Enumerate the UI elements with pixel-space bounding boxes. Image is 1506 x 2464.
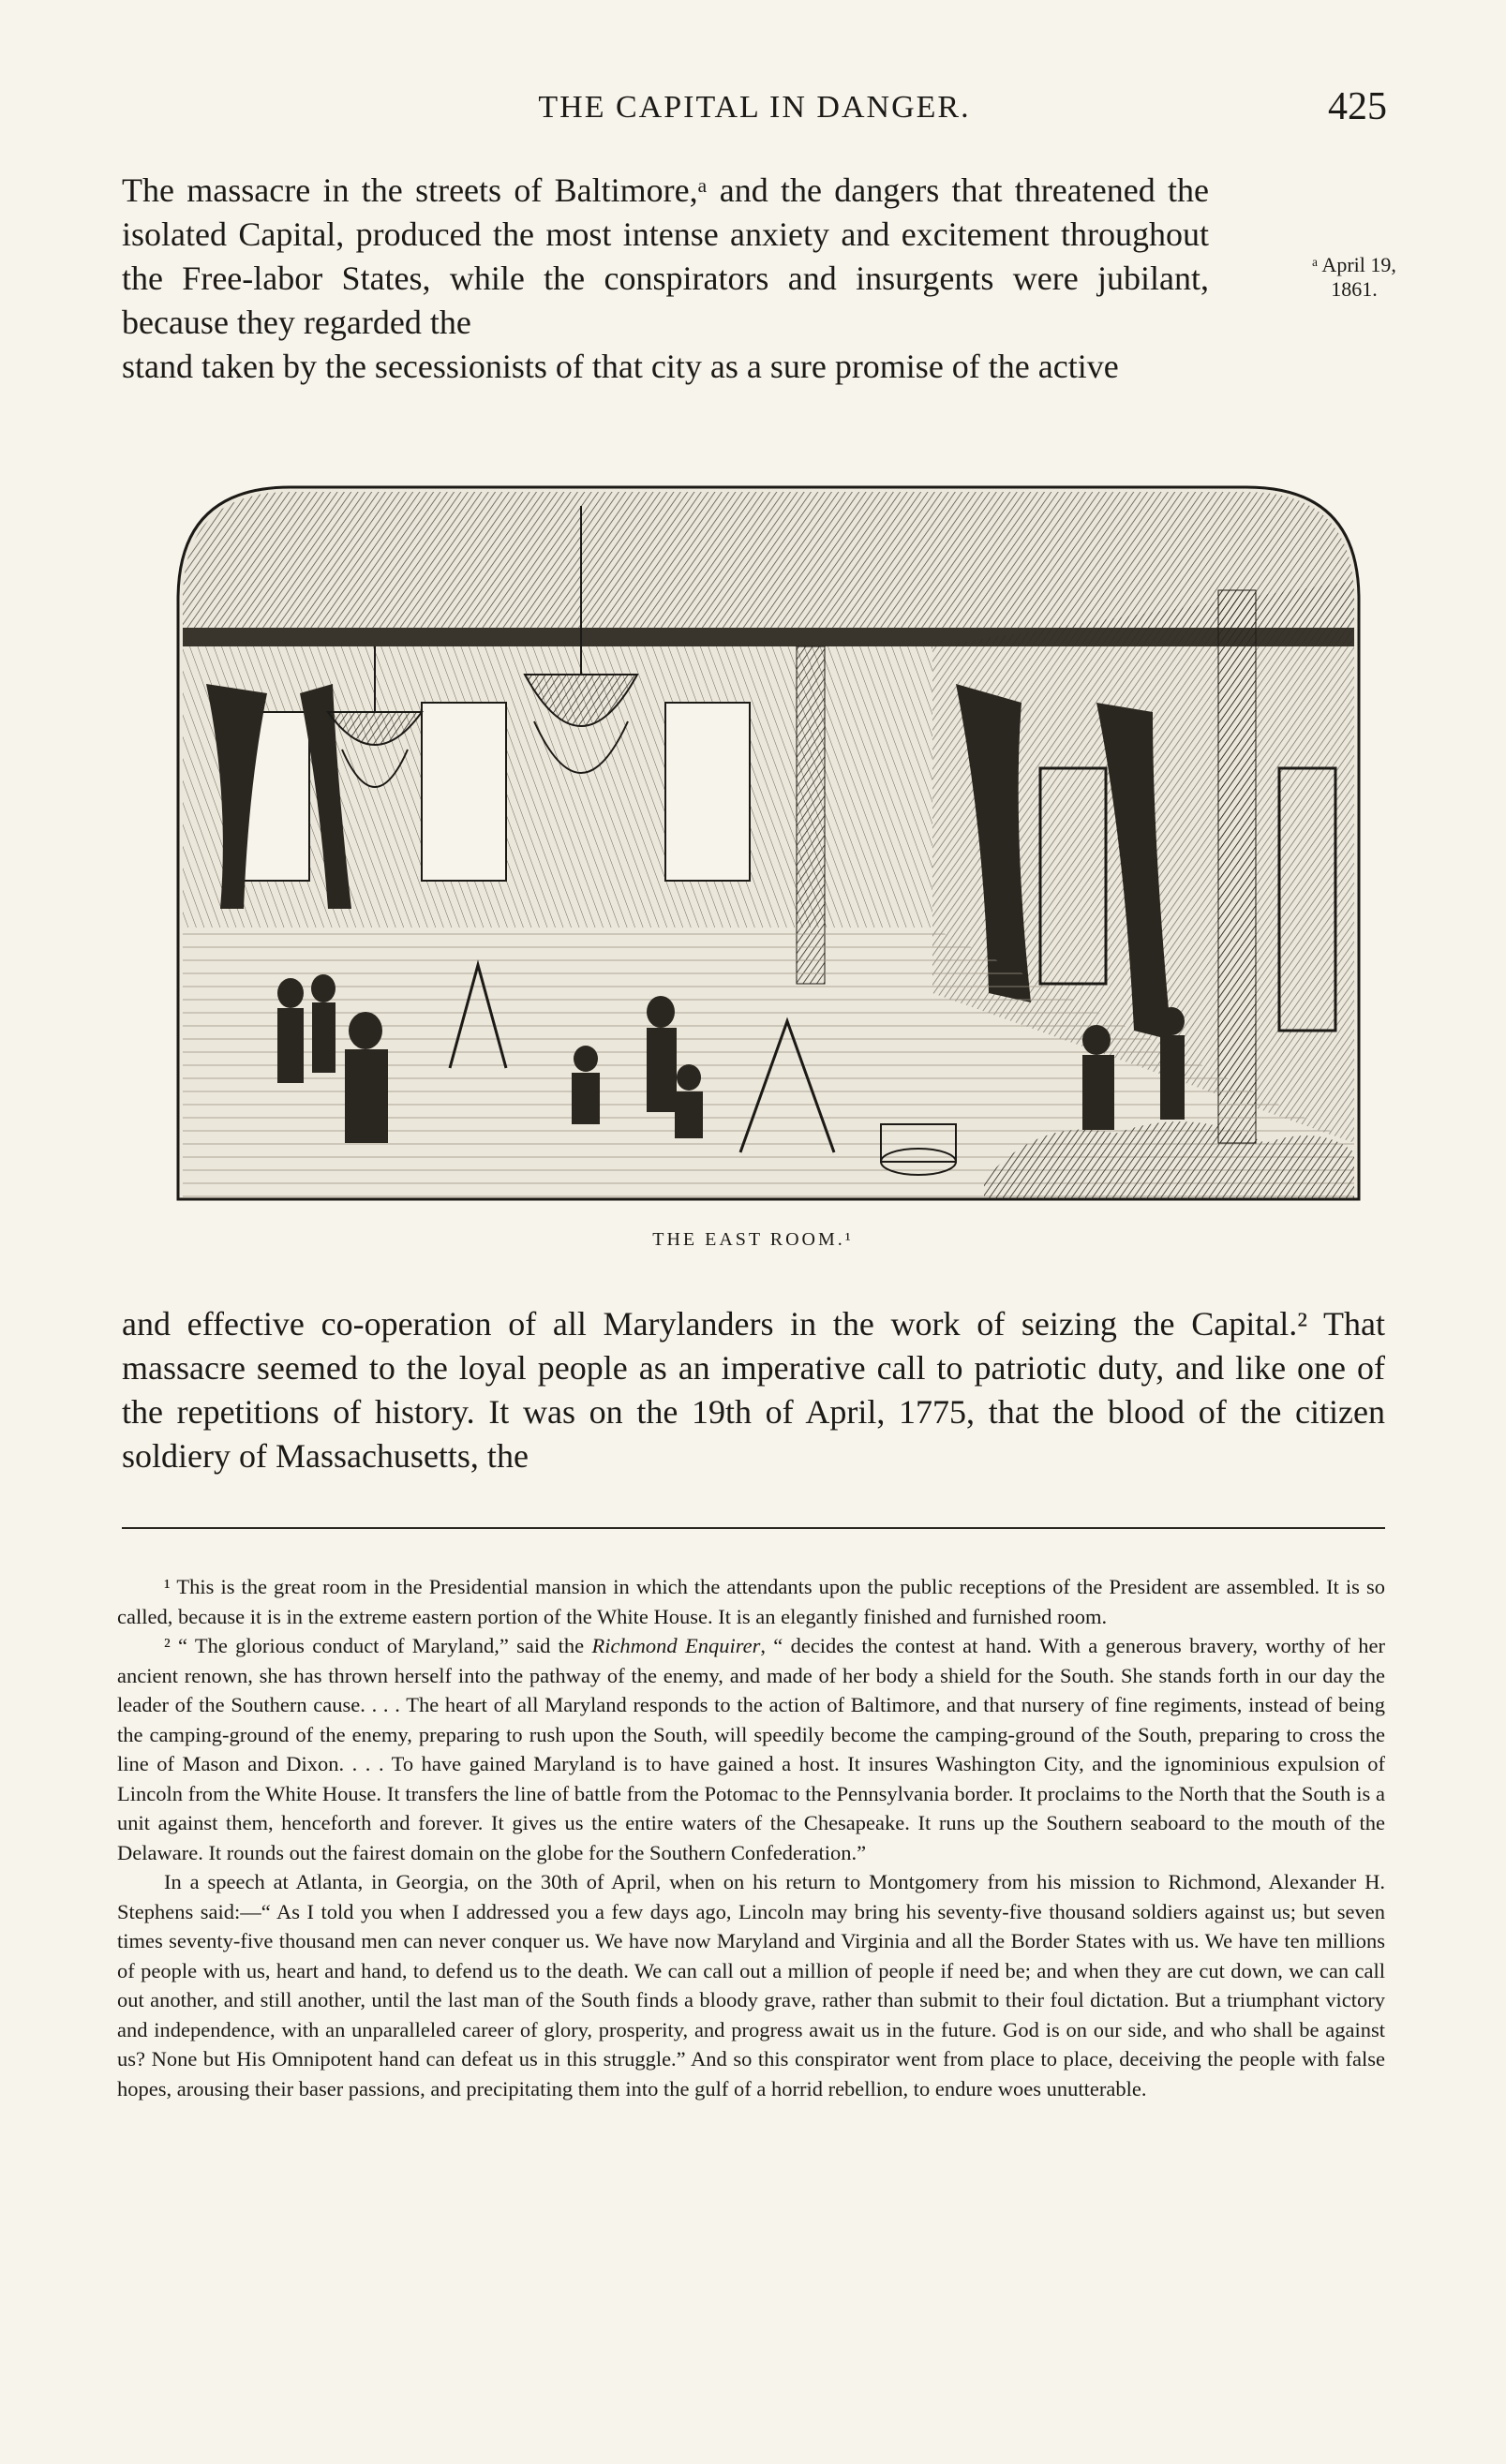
illustration-caption: THE EAST ROOM.¹ xyxy=(652,1229,854,1250)
page-header xyxy=(122,85,1387,137)
east-room-engraving xyxy=(141,468,1378,1209)
page-number: 425 xyxy=(1328,85,1387,128)
footnote-rule xyxy=(122,1527,1385,1529)
footnotes xyxy=(117,1572,1385,2103)
margin-note-date: ᵃ April 19, 1861. xyxy=(1312,253,1396,301)
footnote-2-source: Richmond Enquirer xyxy=(591,1634,761,1657)
paragraph-1-last-line: stand taken by the secessionists of that city as a sure promise of the active xyxy=(122,348,1119,385)
paragraph-2: and effective co-operation of all Marylanders in the work of seizing the Capital.² That massacre seemed to the loyal people as an imperative call to patriotic duty, and like one of the repetitions of history. It was on the 19th of April, 1775, that the blood of the citizen soldiery of Massachusetts, the xyxy=(122,1305,1385,1475)
footnote-2-quote: , “ decides the contest at hand. With a generous bravery, worthy of her ancient renown, she has thrown herself into the pathway of the enemy, and made of her body a shield for the South. She stands forth in our day the leader of the Southern cause. . . . The heart of all Maryland responds to the action of Baltimore, and that nursery of fine regiments, instead of being the camping-ground of the enemy, preparing to rush upon the South, will speedily become the camping-ground of the South, preparing to cross the line of Mason and Dixon. . . . To have gained Maryland is to have gained a host. It insures Washington City, and the ignominious expulsion of Lincoln from the White House. It transfers the line of battle from the Potomac to the Pennsylvania border. It proclaims to the North that the South is a unit against them, henceforth and forever. It gives us the entire waters of the Chesapeake. It runs up the Southern seaboard to the mouth of the Delaware. It rounds out the fairest domain on the globe for the Southern Confederation.” xyxy=(117,1634,1386,1864)
paragraph-1: The massacre in the streets of Baltimore,ᵃ and the dangers that threatened the isolated Capital, produced the most intense anxiety and excitement throughout the Free-labor States, while the conspirators and insurgents were jubilant, because they regarded the xyxy=(122,171,1209,341)
footnote-2 xyxy=(117,1631,1385,1867)
footnote-2-intro: ² “ The glorious conduct of Maryland,” said the xyxy=(164,1634,592,1657)
footnote-1: ¹ This is the great room in the Presidential mansion in which the attendants upon the public receptions of the President are assembled. It is so called, because it is in the extreme eastern portion of the White House. It is an elegantly finished and furnished room. xyxy=(117,1575,1385,1628)
footnote-2-continuation: In a speech at Atlanta, in Georgia, on the 30th of April, when on his return to Montgomery from his mission to Richmond, Alexander H. Stephens said:—“ As I told you when I addressed you a few days ago, Lincoln may bring his seventy-five thousand soldiers against us; but seven times seventy-five thousand men can never conquer us. We have now Maryland and Virginia and all the Border States with us. We have ten millions of people with us, heart and hand, to defend us to the death. We can call out a million of people if need be; and when they are cut down, we can call out another, and still another, until the last man of the South finds a bloody grave, rather than submit to their foul dictation. But a triumphant victory and independence, with an unparalleled career of glory, prosperity, and progress await us in the future. God is on our side, and who shall be against us? None but His Omnipotent hand can defeat us in this struggle.” And so this conspirator went from place to place, deceiving the people with false hopes, arousing their baser passions, and precipitating them into the gulf of a horrid rebellion, to endure woes unutterable. xyxy=(117,1870,1385,2100)
running-title: THE CAPITAL IN DANGER. xyxy=(538,90,971,125)
